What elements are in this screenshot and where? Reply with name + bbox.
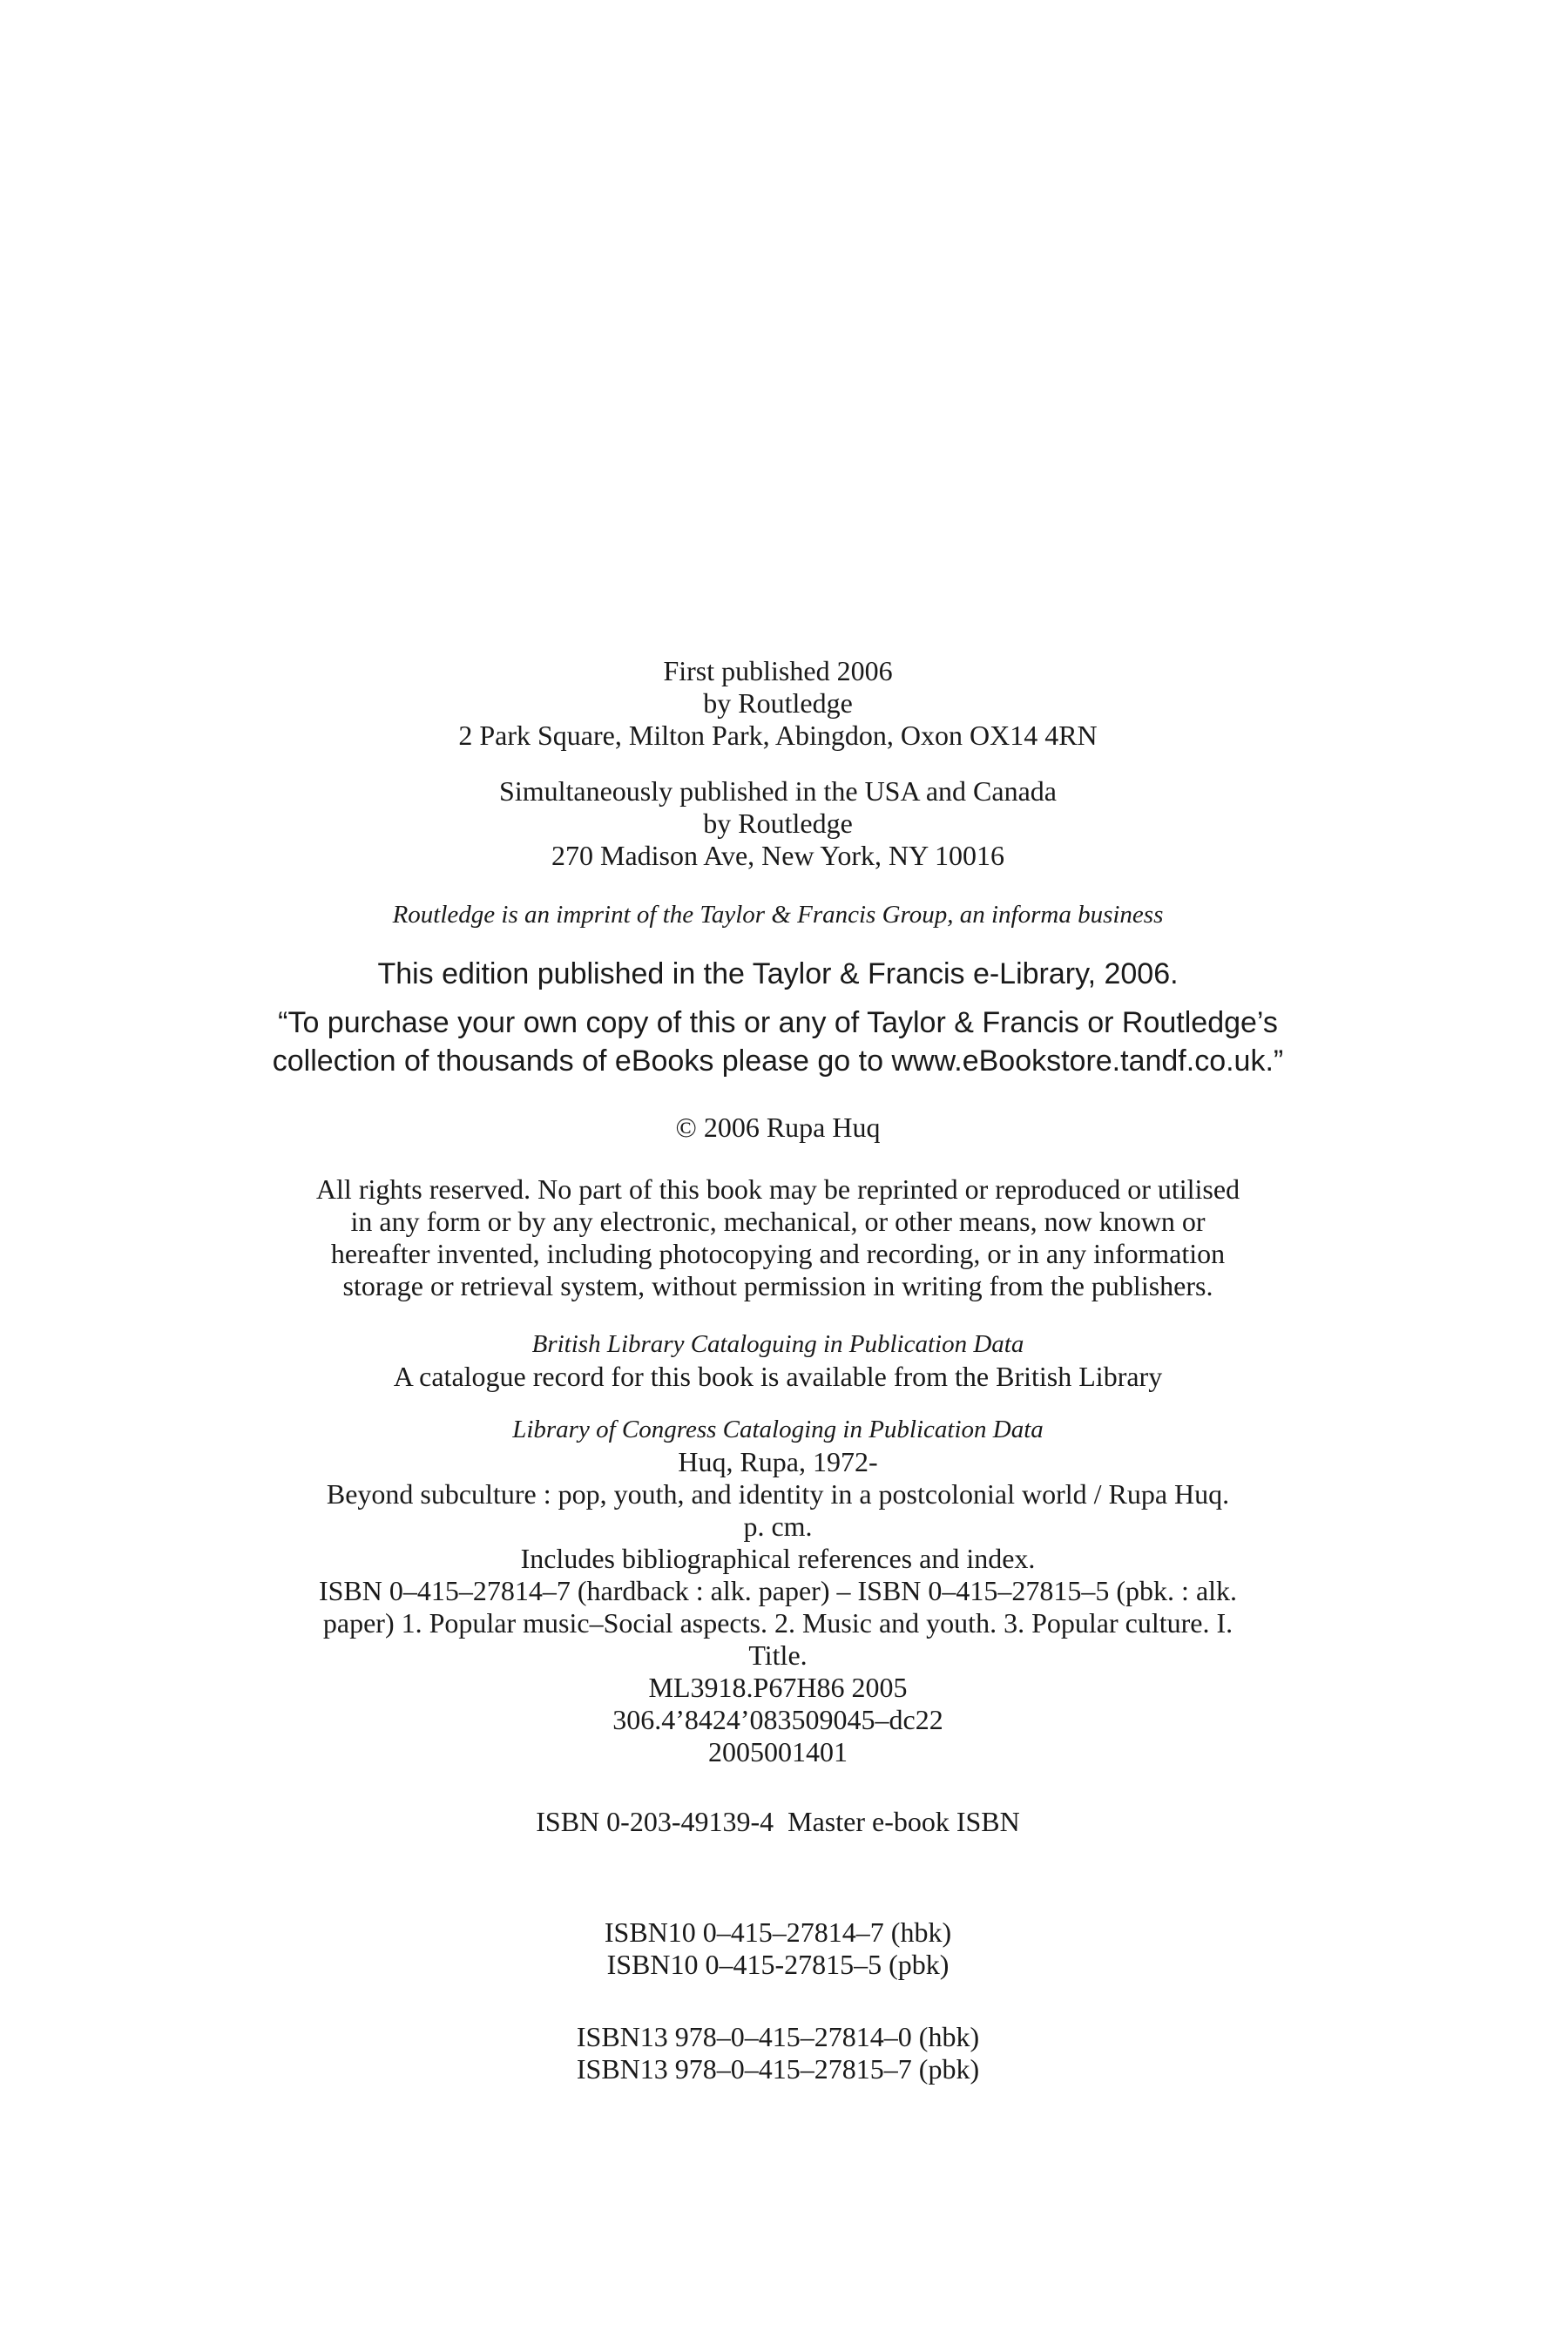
loc-line: 306.4’8424’083509045–dc22: [612, 1704, 943, 1735]
loc-line: paper) 1. Popular music–Social aspects. 2. Music and youth. 3. Popular culture. I.: [322, 1607, 1233, 1639]
loc-line: Title.: [748, 1639, 808, 1671]
british-library-heading: British Library Cataloguing in Publication Data: [531, 1330, 1024, 1358]
imprint-note: Routledge is an imprint of the Taylor & Francis Group, an informa business: [392, 901, 1164, 929]
isbn10-line: ISBN10 0–415-27815–5 (pbk): [606, 1949, 950, 1980]
us-publisher-line: by Routledge: [703, 808, 853, 839]
purchase-line-2: collection of thousands of eBooks please go to www.eBookstore.tandf.co.uk.”: [272, 1044, 1284, 1078]
publication-block: [0, 655, 1556, 752]
british-library-block: [0, 1328, 1556, 1393]
isbn13-line: ISBN13 978–0–415–27815–7 (pbk): [576, 2053, 980, 2085]
loc-line: Includes bibliographical references and index.: [520, 1543, 1036, 1574]
loc-line: Huq, Rupa, 1972-: [678, 1446, 878, 1477]
purchase-line-1: “To purchase your own copy of this or any of Taylor & Francis or Routledge’s: [278, 1006, 1278, 1039]
loc-line: 2005001401: [708, 1736, 848, 1767]
us-address: 270 Madison Ave, New York, NY 10016: [551, 840, 1004, 871]
publisher-line: by Routledge: [703, 687, 853, 719]
rights-line: in any form or by any electronic, mechanical, or other means, now known or: [350, 1206, 1206, 1237]
british-library-text: A catalogue record for this book is available from the British Library: [393, 1361, 1163, 1392]
master-isbn-block: [0, 1806, 1556, 1838]
rights-line: storage or retrieval system, without permission in writing from the publishers.: [342, 1270, 1213, 1301]
us-publication-block: [0, 775, 1556, 872]
first-published: First published 2006: [663, 655, 893, 686]
copyright-block: [0, 1112, 1556, 1144]
rights-line: hereafter invented, including photocopying and recording, or in any information: [330, 1238, 1226, 1269]
simultaneous-publication: Simultaneously published in the USA and Canada: [499, 775, 1057, 807]
master-isbn: ISBN 0-203-49139-4 Master e-book ISBN: [536, 1806, 1020, 1837]
isbn13-line: ISBN13 978–0–415–27814–0 (hbk): [576, 2021, 980, 2052]
loc-line: ISBN 0–415–27814–7 (hardback : alk. paper) – ISBN 0–415–27815–5 (pbk. : alk.: [318, 1575, 1238, 1606]
ebook-edition-line: This edition published in the Taylor & Francis e-Library, 2006.: [377, 957, 1179, 990]
isbn10-block: [0, 1916, 1556, 1981]
isbn10-line: ISBN10 0–415–27814–7 (hbk): [604, 1916, 952, 1948]
rights-line: All rights reserved. No part of this book may be reprinted or reproduced or utilised: [315, 1173, 1240, 1205]
loc-line: ML3918.P67H86 2005: [648, 1672, 908, 1703]
loc-line: Beyond subculture : pop, youth, and identity in a postcolonial world / Rupa Huq.: [326, 1478, 1230, 1510]
copyright-line: © 2006 Rupa Huq: [675, 1112, 881, 1143]
isbn13-block: [0, 2021, 1556, 2085]
rights-block: [0, 1173, 1556, 1302]
loc-heading: Library of Congress Cataloging in Publication Data: [512, 1416, 1044, 1443]
loc-line: p. cm.: [743, 1511, 813, 1542]
imprint-block: [0, 899, 1556, 931]
uk-address: 2 Park Square, Milton Park, Abingdon, Oxon OX14 4RN: [458, 720, 1098, 751]
loc-block: [0, 1414, 1556, 1768]
ebook-edition-block: [0, 955, 1556, 1080]
